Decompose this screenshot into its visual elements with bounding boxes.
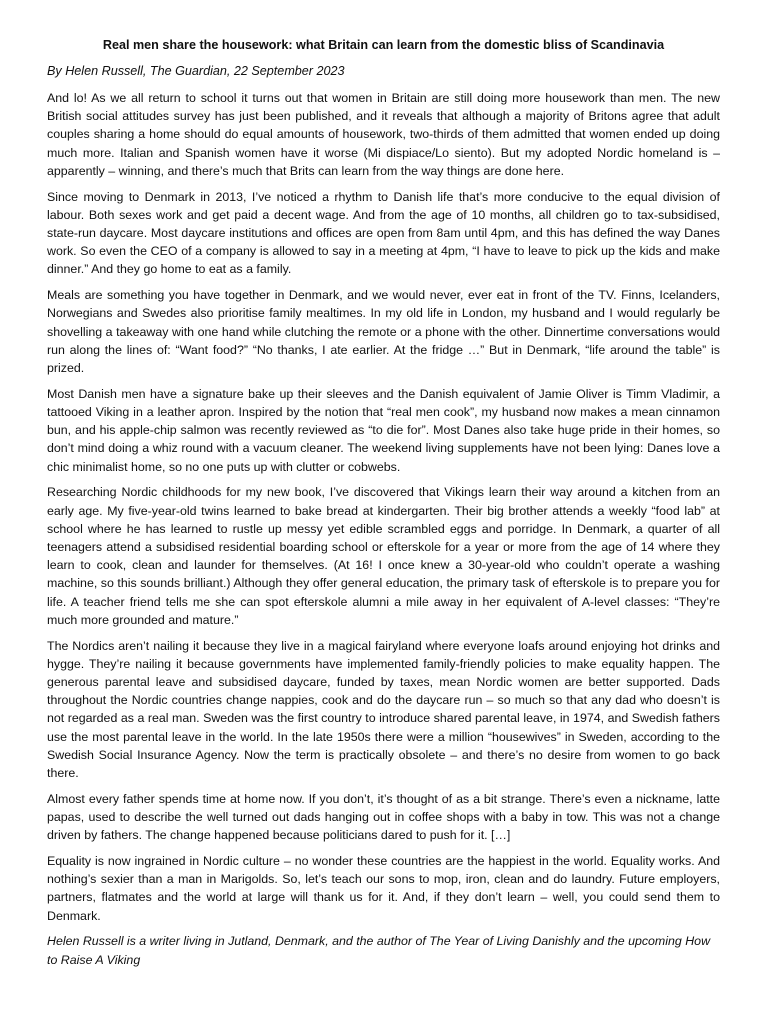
article-page (47, 36, 720, 969)
paragraph-5: Researching Nordic childhoods for my new book, I’ve discovered that Vikings learn their way around a kitchen from an early age. My five-year-old twins learned to bake bread at kindergarten. Their big brother attends a weekly “food lab” at school where he has learned to rustle up messy yet edible scrambled eggs and porridge. In Denmark, a quarter of all teenagers attend a subsidised residential boarding school or efterskole for a year or more from the age of 14 where they learn to cook, clean and launder for themselves. (At 16! I once knew a 30-year-old who couldn’t operate a washing machine, so this sounds brilliant.) Although they offer general education, the primary task of efterskole is to prepare you for life. A teacher friend tells me she can spot efterskole alumni a mile away in her equivalent of A-level classes: “They’re much more grounded and mature.” (47, 485, 720, 627)
author-note: Helen Russell is a writer living in Jutland, Denmark, and the author of The Year of Living Danishly and the upcoming How to Raise A Viking (47, 934, 711, 967)
article-byline: By Helen Russell, The Guardian, 22 September 2023 (47, 64, 345, 78)
paragraph-8: Equality is now ingrained in Nordic culture – no wonder these countries are the happiest in the world. Equality works. And nothing’s sexier than a man in Marigolds. So, let’s teach our sons to mop, iron, clean and do laundry. Future employers, partners, flatmates and the world at large will thank us for it. And, if they don’t learn – well, you could send them to Denmark. (47, 854, 720, 923)
paragraph-7: Almost every father spends time at home now. If you don’t, it’s thought of as a bit strange. There’s even a nickname, latte papas, used to describe the well turned out dads hanging out in coffee shops with a baby in tow. This was not a change driven by fathers. The change happened because politicians dared to push for it. […] (47, 791, 720, 843)
paragraph-6: The Nordics aren’t nailing it because they live in a magical fairyland where everyone loafs around enjoying hot drinks and hygge. They’re nailing it because governments have implemented family-friendly policies to make equality happen. The generous parental leave and subsidised daycare, funded by taxes, mean Nordic women are better supported. Dads throughout the Nordic countries change nappies, cook and do the daycare run – so much so that any dad who doesn’t is not regarded as a real man. Sweden was the first country to introduce shared parental leave, in 1974, and Swedish fathers use the most parental leave in the world. In the late 1950s there were a million “housewives” in Sweden, according to the Swedish Social Insurance Agency. Now the term is practically obsolete – and there’s no desire from women to go back there. (47, 638, 720, 781)
paragraph-4: Most Danish men have a signature bake up their sleeves and the Danish equivalent of Jamie Oliver is Timm Vladimir, a tattooed Viking in a leather apron. Inspired by the notion that “real men cook”, my husband now makes a mean cinnamon bun, and his apple-chip salmon was recently reviewed as “to die for”. Most Danes also take huge pride in their homes, so don’t mind doing a whiz round with a vacuum cleaner. The weekend living supplements have not been lying: Danes love a chic minimalist home, so no one puts up with clutter or cobwebs. (47, 386, 720, 474)
paragraph-1: And lo! As we all return to school it turns out that women in Britain are still doing more housework than men. The new British social attitudes survey has just been published, and it reveals that although a majority of Britons agree that adult couples sharing a home should do equal amounts of housework, two-thirds of them admitted that women ended up doing much more. Italian and Spanish women have it worse (Mi dispiace/Lo siento). But my adopted Nordic homeland is – apparently – winning, and there’s much that Brits can learn from the way things are done here. (47, 91, 720, 178)
paragraph-3: Meals are something you have together in Denmark, and we would never, ever eat in front of the TV. Finns, Icelanders, Norwegians and Swedes also prioritise family mealtimes. In my old life in London, my husband and I would regularly be shovelling a takeaway with one hand while clutching the remote or a phone with the other. Dinnertime conversations would run along the lines of: “Want food?” “No thanks, I ate earlier. At the fridge …” But in Denmark, “life around the table” is prized. (47, 288, 720, 376)
article-title: Real men share the housework: what Britain can learn from the domestic bliss of Scandinavia (102, 38, 665, 52)
paragraph-2: Since moving to Denmark in 2013, I’ve noticed a rhythm to Danish life that’s more conducive to the equal division of labour. Both sexes work and get paid a decent wage. And from the age of 10 months, all children go to tax-subsidised, state-run daycare. Most daycare institutions and offices are open from 8am until 4pm, and this has defined the way Danes work. So even the CEO of a company is allowed to say in a meeting at 4pm, “I have to leave to pick up the kids and make dinner.” And they go home to eat as a family. (47, 189, 720, 277)
